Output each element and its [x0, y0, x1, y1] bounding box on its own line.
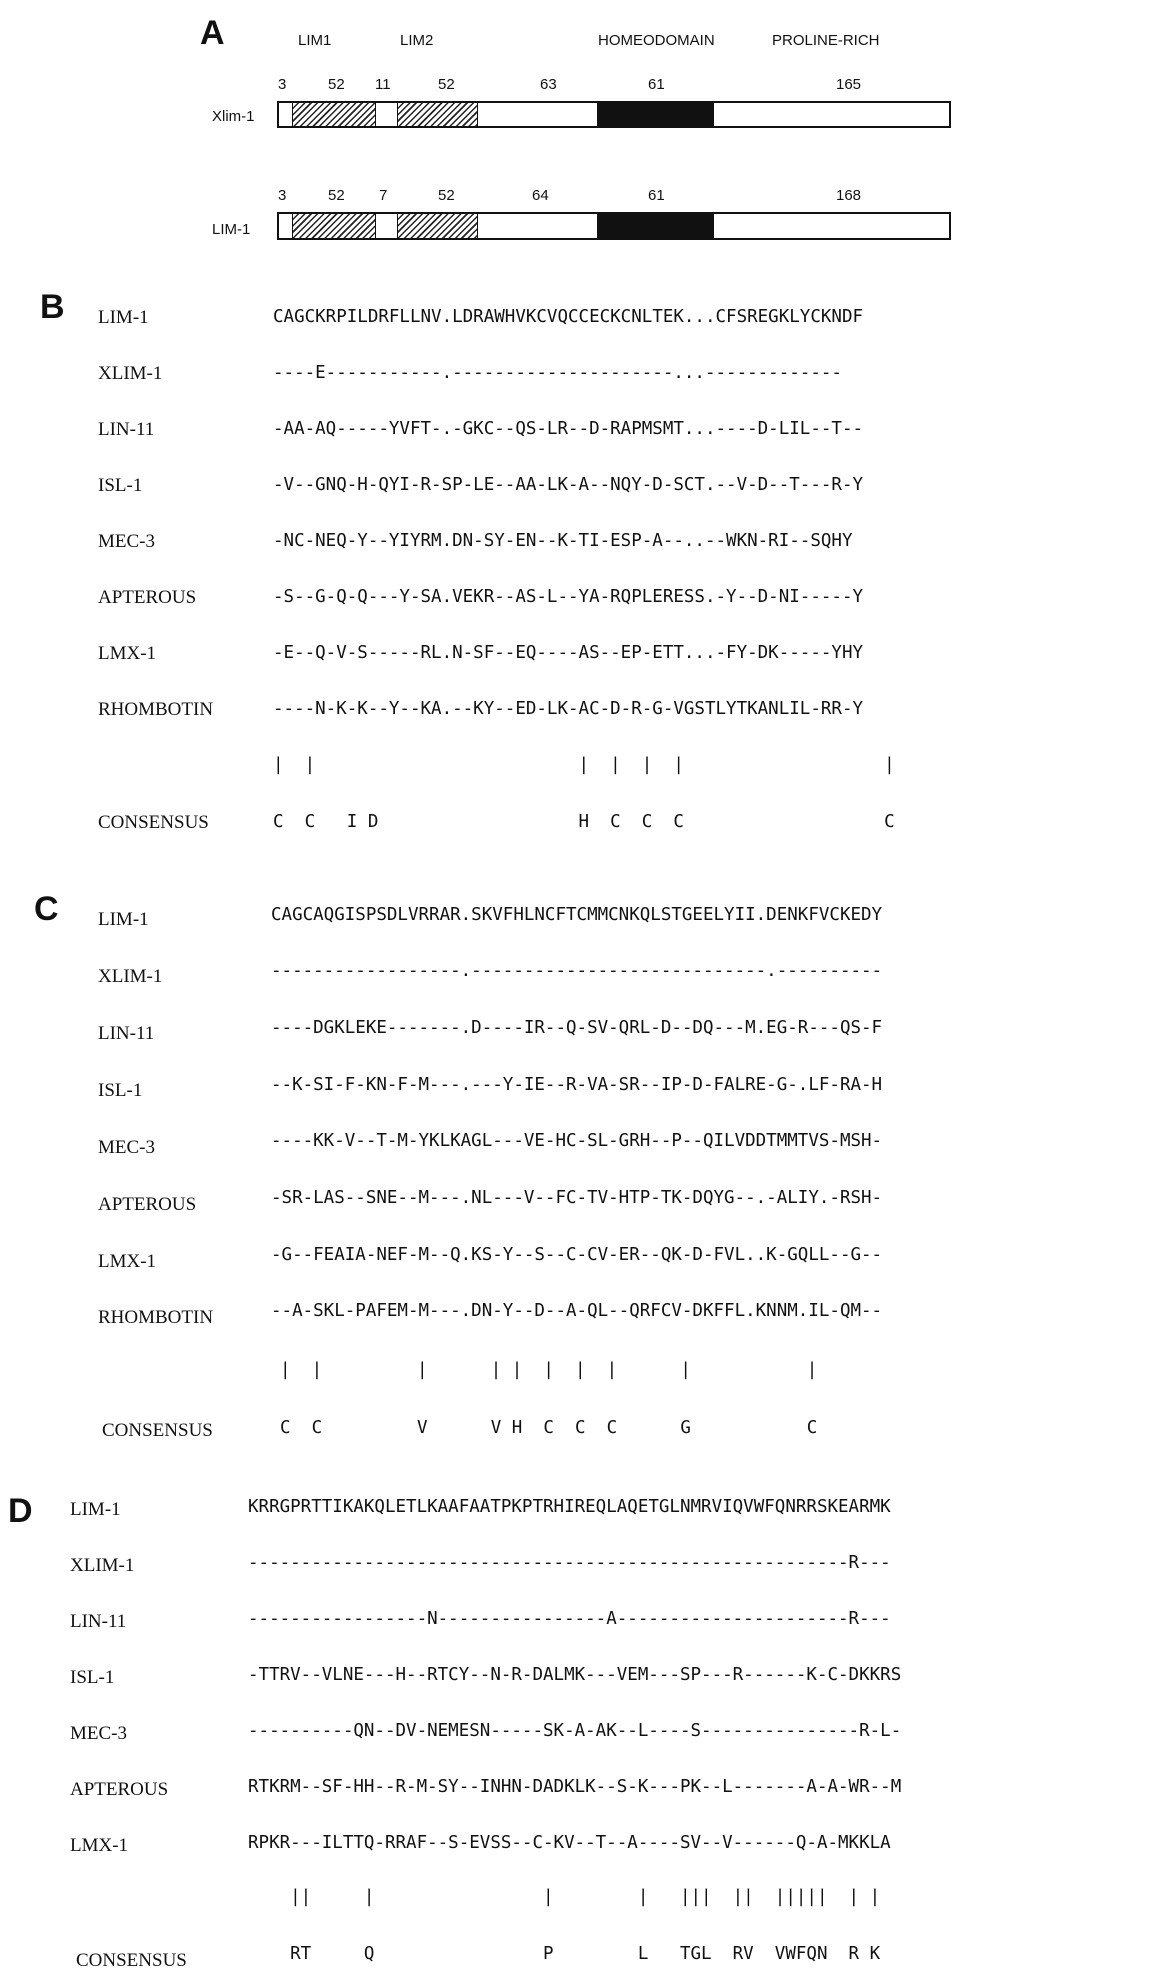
seq-name: LMX-1: [98, 643, 157, 664]
seq-row: -AA-AQ-----YVFT-.-GKC--QS-LR--D-RAPMSMT...----D-LIL--T--: [273, 419, 864, 439]
segment-spacer: [478, 103, 598, 126]
seq-row: ----------QN--DV-NEMESN-----SK-A-AK--L----S---------------R-L-: [248, 1721, 902, 1741]
domain-label-homeodomain: HOMEODOMAIN: [598, 32, 715, 49]
seq-row: -V--GNQ-H-QYI-R-SP-LE--AA-LK-A--NQY-D-SCT.--V-D--T---R-Y: [273, 475, 864, 495]
construct-number: 52: [328, 76, 345, 93]
segment-lim1: [293, 214, 376, 238]
seq-row: ----KK-V--T-M-YKLKAGL---VE-HC-SL-GRH--P--QILVDDTMMTVS-MSH-: [271, 1131, 883, 1151]
seq-name: LIN-11: [98, 1023, 155, 1044]
consensus-marks: | | | | | | | | | |: [280, 1360, 818, 1380]
construct-number: 64: [532, 187, 549, 204]
seq-name: ISL-1: [98, 475, 143, 496]
segment-lim2: [398, 214, 478, 238]
seq-name: LIM-1: [70, 1499, 121, 1520]
seq-row: --K-SI-F-KN-F-M---.---Y-IE--R-VA-SR--IP-D-FALRE-G-.LF-RA-H: [271, 1075, 883, 1095]
seq-row: ----E-----------.---------------------...-------------: [273, 363, 842, 383]
seq-row: -----------------N----------------A----------------------R---: [248, 1609, 891, 1629]
seq-name: XLIM-1: [98, 363, 163, 384]
seq-name: MEC-3: [98, 1137, 155, 1158]
panel-label-c: C: [34, 890, 59, 928]
seq-name: RHOMBOTIN: [98, 1307, 214, 1328]
seq-name: LMX-1: [70, 1835, 129, 1856]
seq-row: ---------------------------------------------------------R---: [248, 1553, 891, 1573]
construct-number: 52: [438, 76, 455, 93]
construct-number: 61: [648, 187, 665, 204]
seq-name: LIM-1: [98, 307, 149, 328]
consensus-row: C C I D H C C C C: [273, 812, 895, 832]
seq-name: LMX-1: [98, 1251, 157, 1272]
seq-name: APTEROUS: [98, 587, 197, 608]
construct-name-xlim1: Xlim-1: [212, 108, 255, 125]
seq-name: APTEROUS: [70, 1779, 169, 1800]
seq-row: -TTRV--VLNE---H--RTCY--N-R-DALMK---VEM---SP---R------K-C-DKKRS: [248, 1665, 902, 1685]
seq-name: MEC-3: [70, 1723, 127, 1744]
construct-number: 168: [836, 187, 862, 204]
seq-name: LIN-11: [70, 1611, 127, 1632]
segment-homeodomain: [598, 214, 714, 238]
seq-row: ----DGKLEKE-------.D----IR--Q-SV-QRL-D--DQ---M.EG-R---QS-F: [271, 1018, 883, 1038]
consensus-marks: | | | | | | |: [273, 755, 895, 775]
segment-spacer: [478, 214, 598, 238]
seq-name: LIN-11: [98, 419, 155, 440]
construct-number: 11: [375, 76, 391, 93]
segment-nterm: [279, 103, 293, 126]
consensus-label: CONSENSUS: [76, 1950, 187, 1971]
segment-lim2: [398, 103, 478, 126]
consensus-label: CONSENSUS: [98, 812, 209, 833]
segment-lim1: [293, 103, 376, 126]
seq-name: ISL-1: [98, 1080, 143, 1101]
consensus-row: RT Q P L TGL RV VWFQN R K: [248, 1944, 881, 1964]
segment-linker: [376, 214, 398, 238]
construct-name-lim1: LIM-1: [212, 221, 251, 238]
construct-number: 3: [278, 76, 287, 93]
panel-label-d: D: [8, 1492, 33, 1530]
consensus-marks: || | | | ||| || ||||| | |: [248, 1887, 881, 1907]
seq-name: XLIM-1: [98, 966, 163, 987]
xlim1-domain-bar: [277, 101, 951, 128]
seq-row: CAGCAQGISPSDLVRRAR.SKVFHLNCFTCMMCNKQLSTGEELYII.DENKFVCKEDY: [271, 905, 883, 925]
lim1-domain-bar: [277, 212, 951, 240]
consensus-label: CONSENSUS: [102, 1420, 213, 1441]
construct-number: 63: [540, 76, 557, 93]
seq-row: -G--FEAIA-NEF-M--Q.KS-Y--S--C-CV-ER--QK-D-FVL..K-GQLL--G--: [271, 1245, 883, 1265]
panel-label-b: B: [40, 288, 65, 326]
construct-number: 52: [438, 187, 455, 204]
construct-number: 52: [328, 187, 345, 204]
seq-name: XLIM-1: [70, 1555, 135, 1576]
segment-nterm: [279, 214, 293, 238]
seq-name: LIM-1: [98, 909, 149, 930]
consensus-row: C C V V H C C C G C: [280, 1418, 818, 1438]
seq-name: RHOMBOTIN: [98, 699, 214, 720]
seq-row: CAGCKRPILDRFLLNV.LDRAWHVKCVQCCECKCNLTEK...CFSREGKLYCKNDF: [273, 307, 864, 327]
seq-row: --A-SKL-PAFEM-M---.DN-Y--D--A-QL--QRFCV-DKFFL.KNNM.IL-QM--: [271, 1301, 883, 1321]
construct-number: 3: [278, 187, 287, 204]
seq-row: KRRGPRTTIKAKQLETLKAAFAATPKPTRHIREQLAQETGLNMRVIQVWFQNRRSKEARMK: [248, 1497, 891, 1517]
segment-homeodomain: [598, 103, 714, 126]
seq-row: -SR-LAS--SNE--M---.NL---V--FC-TV-HTP-TK-DQYG--.-ALIY.-RSH-: [271, 1188, 883, 1208]
domain-label-proline-rich: PROLINE-RICH: [772, 32, 880, 49]
seq-name: ISL-1: [70, 1667, 115, 1688]
seq-row: RPKR---ILTTQ-RRAF--S-EVSS--C-KV--T--A----SV--V------Q-A-MKKLA: [248, 1833, 891, 1853]
seq-row: -NC-NEQ-Y--YIYRM.DN-SY-EN--K-TI-ESP-A--..--WKN-RI--SQHY: [273, 531, 853, 551]
construct-number: 165: [836, 76, 862, 93]
seq-row: ----N-K-K--Y--KA.--KY--ED-LK-AC-D-R-G-VGSTLYTKANLIL-RR-Y: [273, 699, 864, 719]
domain-label-lim2: LIM2: [400, 32, 434, 49]
seq-row: RTKRM--SF-HH--R-M-SY--INHN-DADKLK--S-K---PK--L-------A-A-WR--M: [248, 1777, 902, 1797]
domain-label-lim1: LIM1: [298, 32, 332, 49]
seq-name: MEC-3: [98, 531, 155, 552]
seq-name: APTEROUS: [98, 1194, 197, 1215]
seq-row: -E--Q-V-S-----RL.N-SF--EQ----AS--EP-ETT...-FY-DK-----YHY: [273, 643, 864, 663]
panel-label-a: A: [200, 14, 225, 52]
segment-linker: [376, 103, 398, 126]
construct-number: 61: [648, 76, 665, 93]
seq-row: -S--G-Q-Q---Y-SA.VEKR--AS-L--YA-RQPLERESS.-Y--D-NI-----Y: [273, 587, 864, 607]
construct-number: 7: [379, 187, 388, 204]
seq-row: ------------------.----------------------------.----------: [271, 961, 883, 981]
